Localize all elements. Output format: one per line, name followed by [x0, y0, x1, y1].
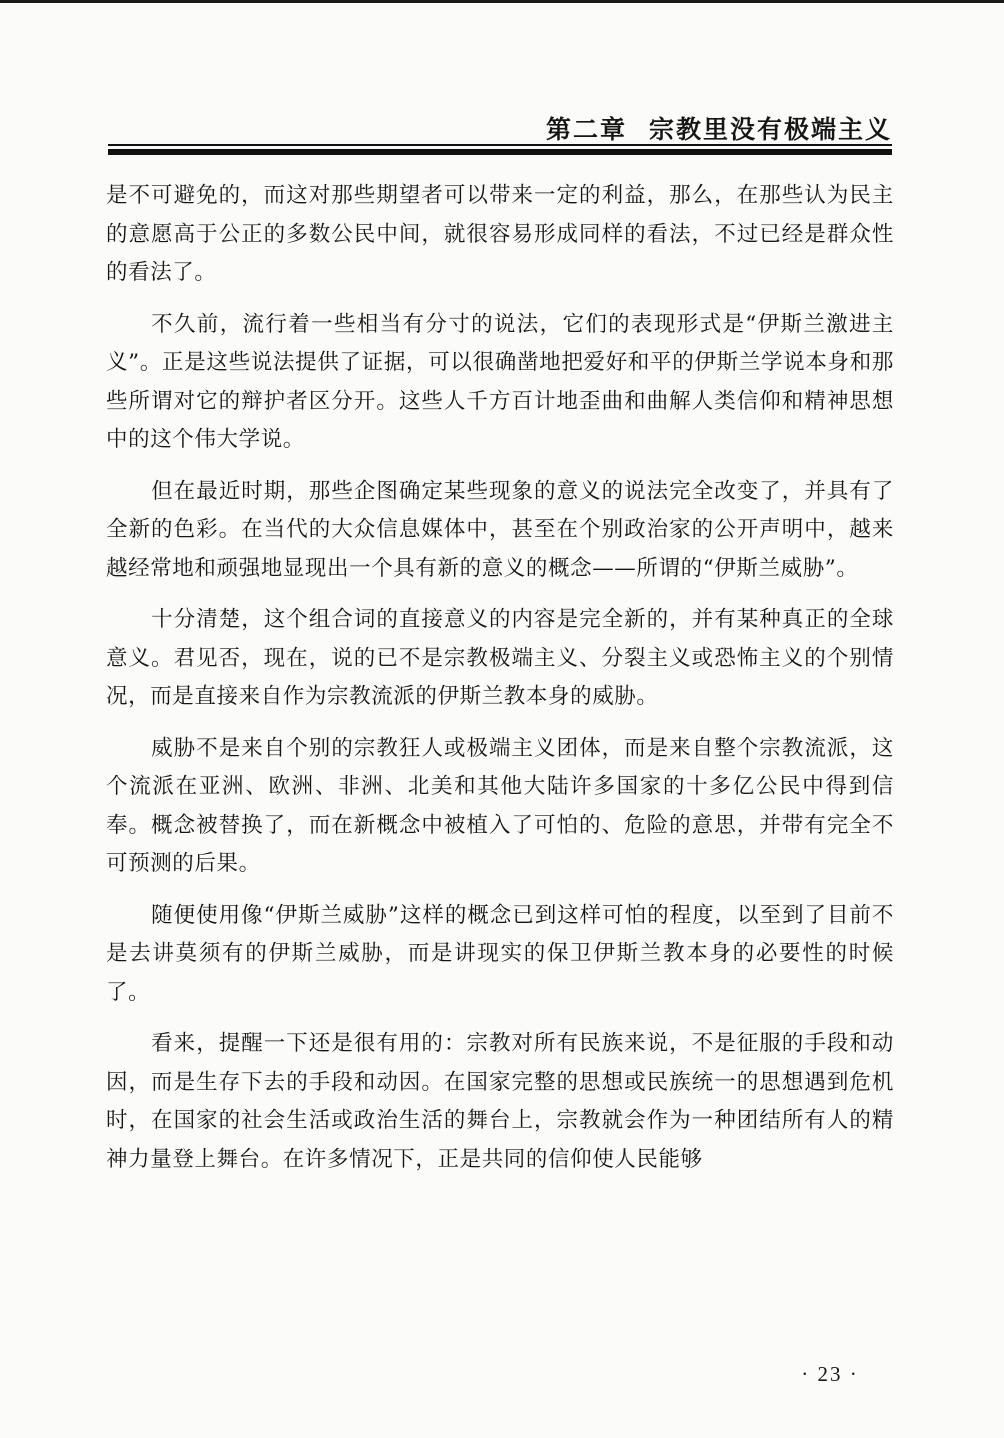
top-edge-line [0, 0, 1004, 3]
paragraph: 不久前，流行着一些相当有分寸的说法，它们的表现形式是“伊斯兰激进主义”。正是这些说法提供了证据，可以很确凿地把爱好和平的伊斯兰学说本身和那些所谓对它的辩护者区分开。这些人千方百计地歪曲和曲解人类信仰和精神思想中的这个伟大学说。 [106, 311, 894, 452]
paragraph: 看来，提醒一下还是很有用的：宗教对所有民族来说，不是征服的手段和动因，而是生存下去的手段和动因。在国家完整的思想或民族统一的思想遇到危机时，在国家的社会生活或政治生活的舞台上，宗教就会作为一种团结所有人的精神力量登上舞台。在许多情况下，正是共同的信仰使人民能够 [106, 1031, 894, 1172]
paragraph: 十分清楚，这个组合词的直接意义的内容是完全新的，并有某种真正的全球意义。君见否，现在，说的已不是宗教极端主义、分裂主义或恐怖主义的个别情况，而是直接来自作为宗教流派的伊斯兰教本身的威胁。 [106, 607, 894, 709]
body-text [106, 177, 894, 1179]
header-rule-thick [108, 149, 892, 155]
paragraph: 是不可避免的，而这对那些期望者可以带来一定的利益，那么，在那些认为民主的意愿高于公正的多数公民中间，就很容易形成同样的看法，不过已经是群众性的看法了。 [106, 183, 894, 285]
page-number: · 23 · [801, 1362, 859, 1386]
paragraph: 威胁不是来自个别的宗教狂人或极端主义团体，而是来自整个宗教流派，这个流派在亚洲、欧洲、非洲、北美和其他大陆许多国家的十多亿公民中得到信奉。概念被替换了，而在新概念中被植入了可怕的、危险的意思，并带有完全不可预测的后果。 [106, 735, 894, 876]
chapter-title: 宗教里没有极端主义 [648, 115, 892, 144]
header-rule-thin [108, 144, 892, 146]
running-head [108, 110, 892, 144]
paragraph: 但在最近时期，那些企图确定某些现象的意义的说法完全改变了，并具有了全新的色彩。在当代的大众信息媒体中，甚至在个别政治家的公开声明中，越来越经常地和顽强地显现出一个具有新的意义的概念——所谓的“伊斯兰威胁”。 [106, 478, 894, 581]
paragraph: 随便使用像“伊斯兰威胁”这样的概念已到这样可怕的程度，以至到了目前不是去讲莫须有的伊斯兰威胁，而是讲现实的保卫伊斯兰教本身的必要性的时候了。 [106, 902, 894, 1005]
chapter-number: 第二章 [545, 115, 627, 144]
